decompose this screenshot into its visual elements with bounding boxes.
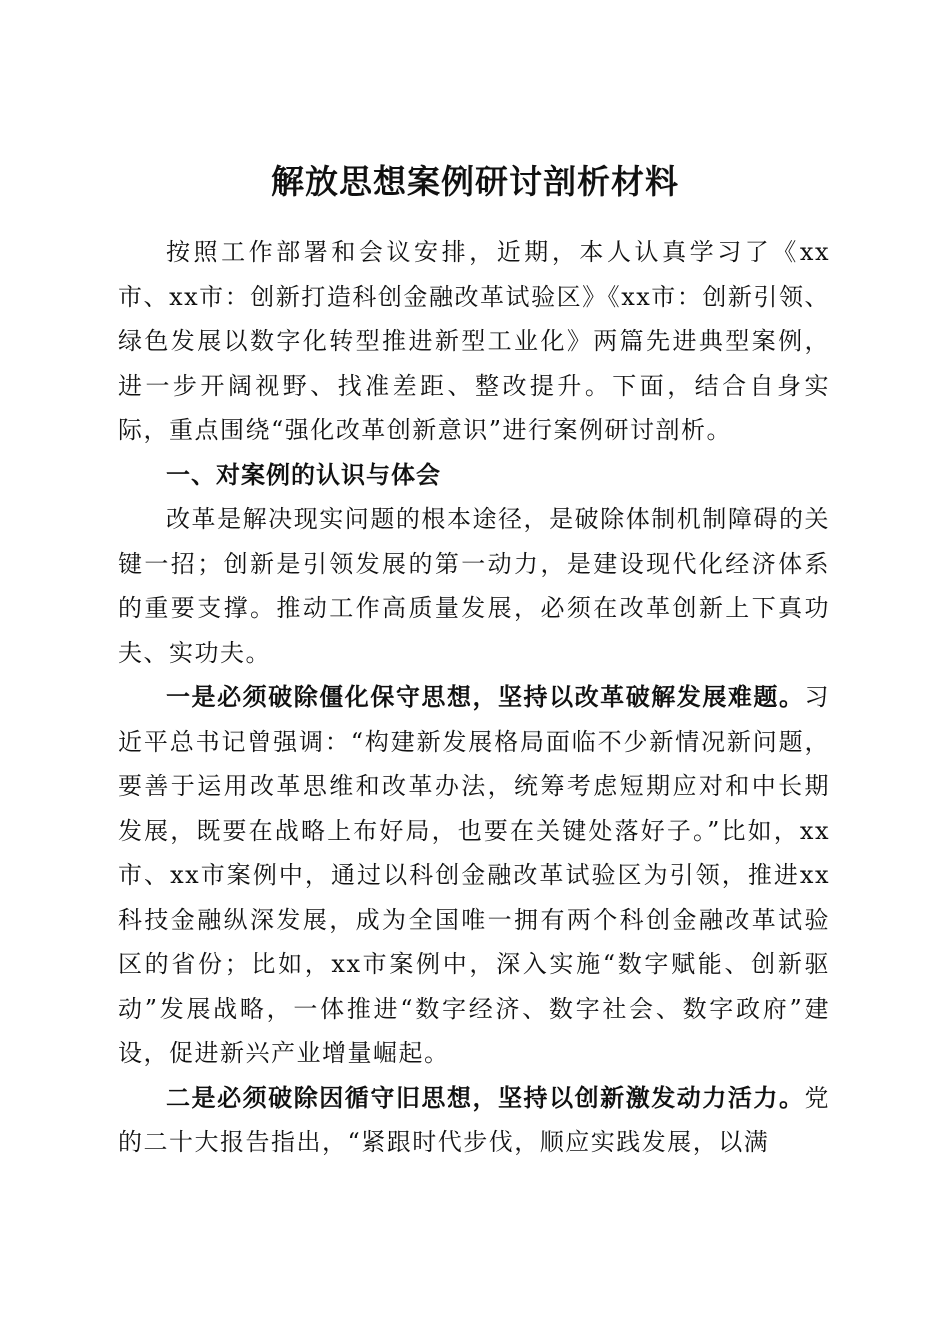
document-title: 解放思想案例研讨剖析材料 — [271, 162, 679, 202]
point2-paragraph — [118, 1076, 830, 1165]
section1-paragraph: 改革是解决现实问题的根本途径，是破除体制机制障碍的关键一招；创新是引领发展的第一动力，是建设现代化经济体系的重要支撑。推动工作高质量发展，必须在改革创新上下真功夫、实功夫。 — [118, 505, 830, 667]
point1-paragraph — [118, 675, 830, 1076]
point1-body: 习近平总书记曾强调：“构建新发展格局面临不少新情况新问题，要善于运用改革思维和改革办法，统筹考虑短期应对和中长期发展，既要在战略上布好局，也要在关键处落好子。”比如，xx市、xx市案例中，通过以科创金融改革试验区为引领，推进xx科技金融纵深发展，成为全国唯一拥有两个科创金融改革试验区的省份；比如，xx市案例中，深入实施“数字赋能、创新驱动”发展战略，一体推进“数字经济、数字社会、数字政府”建设，促进新兴产业增量崛起。 — [118, 683, 830, 1067]
point2-lead: 二是必须破除因循守旧思想，坚持以创新激发动力活力。 — [166, 1082, 805, 1112]
point1-lead: 一是必须破除僵化保守思想，坚持以改革破解发展难题。 — [166, 682, 805, 711]
document-body — [118, 230, 830, 1165]
intro-paragraph: 按照工作部署和会议安排，近期，本人认真学习了《xx市、xx市：创新打造科创金融改革试验区》《xx市：创新引领、绿色发展以数字化转型推进新型工业化》两篇先进典型案例，进一步开阔视野、找准差距、整改提升。下面，结合自身实际，重点围绕“强化改革创新意识”进行案例研讨剖析。 — [118, 238, 830, 444]
point2-body: 党的二十大报告指出，“紧跟时代步伐，顺应实践发展，以满 — [118, 1083, 830, 1156]
section-heading: 一、对案例的认识与体会 — [166, 460, 441, 489]
